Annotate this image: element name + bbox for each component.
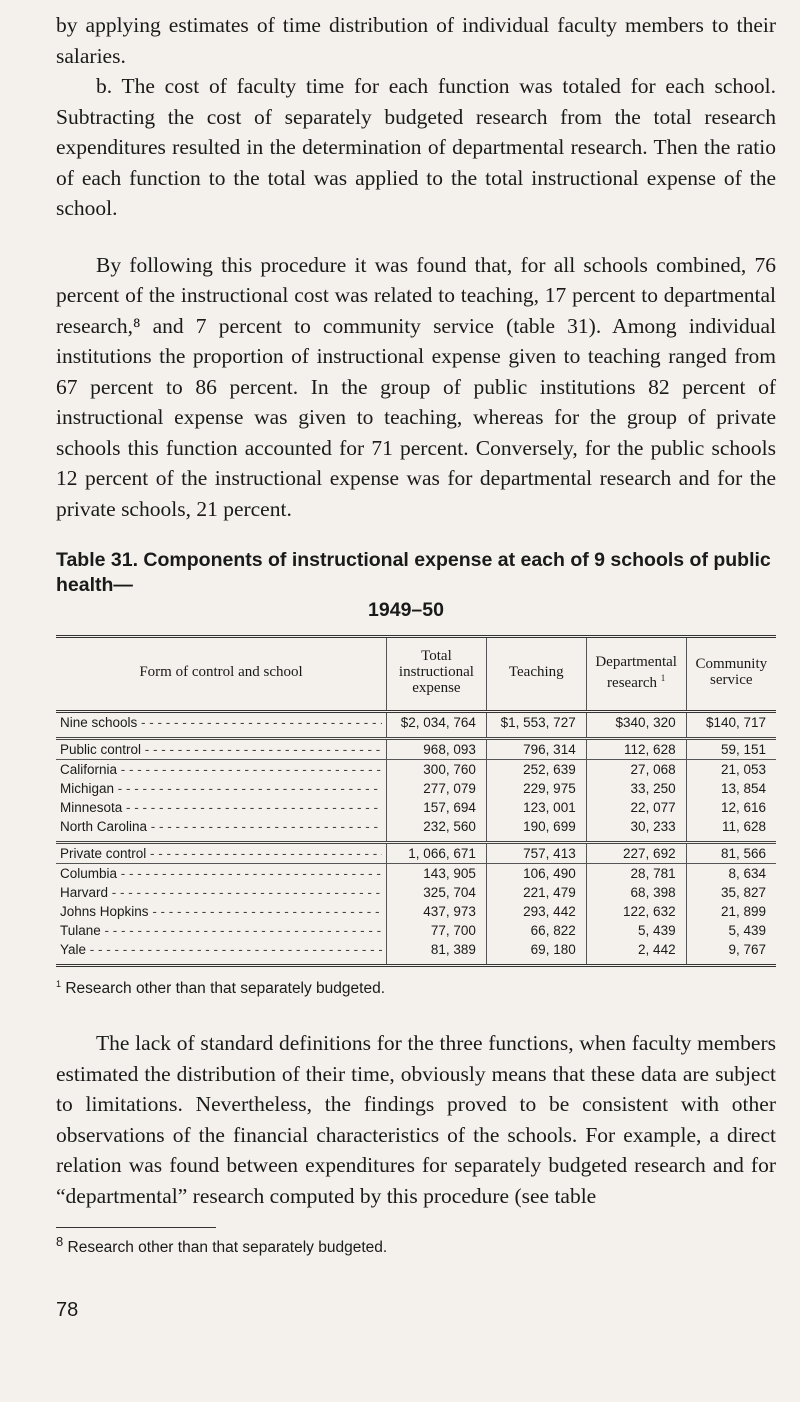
cell-research: 33, 250	[586, 779, 686, 798]
cell-community: 9, 767	[686, 940, 776, 966]
header-school: Form of control and school	[56, 637, 387, 712]
table-title-line2: 1949–50	[368, 599, 444, 621]
table-title-line1: Table 31. Components of instructional expense at each of 9 schools of public health—	[56, 549, 771, 596]
cell-community: 81, 566	[686, 843, 776, 864]
header-teaching: Teaching	[486, 637, 586, 712]
paragraph-limitations-text: The lack of standard definitions for the three functions, when faculty members estimated the distribution of their time, obviously means that these data are subject to limitations. Nevertheless, the findings proved to be consistent with other observations of the financial characteristics of the schools. For example, a direct relation was found between expenditures for separately budgeted research and for “departmental” research computed by this procedure (see table	[56, 1031, 776, 1208]
table-row	[56, 779, 776, 798]
cell-community: $140, 717	[686, 712, 776, 739]
row-label: Yale - - -	[56, 940, 387, 966]
paragraph-summary	[56, 250, 776, 525]
header-research: Departmental research $^1$	[586, 637, 686, 712]
header-community: Community service	[686, 637, 776, 712]
table-row	[56, 940, 776, 966]
cell-total: 325, 704	[387, 883, 487, 902]
cell-community: 21, 053	[686, 760, 776, 780]
table-row	[56, 798, 776, 817]
cell-teaching: 796, 314	[486, 739, 586, 760]
cell-research: 112, 628	[586, 739, 686, 760]
cell-total: 81, 389	[387, 940, 487, 966]
cell-research: 30, 233	[586, 817, 686, 843]
header-total: Total instructional expense	[387, 637, 487, 712]
row-label: Private control - - -	[56, 843, 387, 864]
cell-teaching: 190, 699	[486, 817, 586, 843]
cell-community: 21, 899	[686, 902, 776, 921]
table-row	[56, 712, 776, 739]
cell-teaching: 66, 822	[486, 921, 586, 940]
paragraph-summary-text: By following this procedure it was found that, for all schools combined, 76 percent of the instructional cost was related to teaching, 17 percent to departmental research,⁸ and 7 percent to community service (table 31). Among individual institutions the proportion of instructional expense given to teaching ranged from 67 percent to 86 percent. In the group of public institutions 82 percent of instructional expense was given to teaching, whereas for the group of private schools this function accounted for 71 percent. Conversely, for the public schools 12 percent of the instructional expense was for departmental research and for the private schools, 21 percent.	[56, 252, 776, 521]
cell-total: 300, 760	[387, 760, 487, 780]
row-label: North Carolina - - -	[56, 817, 387, 843]
cell-research: 28, 781	[586, 864, 686, 884]
row-label: California - - -	[56, 760, 387, 780]
row-label: Nine schools - - -	[56, 712, 387, 739]
table-row	[56, 843, 776, 864]
table-footnote: $^1$ Research other than that separately budgeted.	[56, 979, 386, 998]
row-label: Columbia - - -	[56, 864, 387, 884]
table-row	[56, 864, 776, 884]
table-row	[56, 883, 776, 902]
components-table	[56, 635, 776, 967]
paragraph-b	[56, 71, 776, 224]
cell-teaching: 69, 180	[486, 940, 586, 966]
table-row	[56, 817, 776, 843]
page-number: 78	[56, 1299, 79, 1322]
cell-teaching: 293, 442	[486, 902, 586, 921]
table-body	[56, 712, 776, 966]
row-label: Tulane - - -	[56, 921, 387, 940]
cell-research: 227, 692	[586, 843, 686, 864]
cell-community: 8, 634	[686, 864, 776, 884]
table-title	[56, 548, 776, 623]
cell-community: 11, 628	[686, 817, 776, 843]
cell-total: 1, 066, 671	[387, 843, 487, 864]
row-label: Michigan - - -	[56, 779, 387, 798]
cell-teaching: 229, 975	[486, 779, 586, 798]
cell-total: $2, 034, 764	[387, 712, 487, 739]
cell-total: 232, 560	[387, 817, 487, 843]
cell-research: 22, 077	[586, 798, 686, 817]
cell-teaching: 252, 639	[486, 760, 586, 780]
cell-total: 437, 973	[387, 902, 487, 921]
cell-teaching: $1, 553, 727	[486, 712, 586, 739]
cell-research: 122, 632	[586, 902, 686, 921]
row-label: Public control - - -	[56, 739, 387, 760]
cell-research: 68, 398	[586, 883, 686, 902]
cell-research: $340, 320	[586, 712, 686, 739]
table-header-row	[56, 637, 776, 712]
cell-community: 35, 827	[686, 883, 776, 902]
cell-total: 277, 079	[387, 779, 487, 798]
cell-research: 2, 442	[586, 940, 686, 966]
table-row	[56, 739, 776, 760]
paragraph-b-text: b. The cost of faculty time for each function was totaled for each school. Subtracting the cost of separately budgeted research from the total research expenditures resulted in the determination of departmental research. Then the ratio of each function to the total was applied to the total instructional expense of the school.	[56, 74, 776, 220]
cell-community: 59, 151	[686, 739, 776, 760]
cell-total: 968, 093	[387, 739, 487, 760]
table-row	[56, 760, 776, 780]
cell-teaching: 757, 413	[486, 843, 586, 864]
cell-total: 143, 905	[387, 864, 487, 884]
footnote-divider	[56, 1227, 216, 1228]
table-row	[56, 902, 776, 921]
cell-community: 12, 616	[686, 798, 776, 817]
cell-teaching: 221, 479	[486, 883, 586, 902]
cell-community: 13, 854	[686, 779, 776, 798]
cell-community: 5, 439	[686, 921, 776, 940]
row-label: Minnesota - - -	[56, 798, 387, 817]
cell-total: 157, 694	[387, 798, 487, 817]
document-page	[56, 10, 776, 1322]
row-label: Johns Hopkins - - -	[56, 902, 387, 921]
page-footnote: $^8$ Research other than that separately budgeted.	[56, 1234, 388, 1257]
row-label: Harvard - - -	[56, 883, 387, 902]
paragraph-limitations	[56, 1028, 776, 1211]
cell-total: 77, 700	[387, 921, 487, 940]
paragraph-continuation: by applying estimates of time distribution of individual faculty members to their salaries.	[56, 13, 776, 68]
cell-teaching: 106, 490	[486, 864, 586, 884]
table-row	[56, 921, 776, 940]
cell-research: 5, 439	[586, 921, 686, 940]
cell-teaching: 123, 001	[486, 798, 586, 817]
cell-research: 27, 068	[586, 760, 686, 780]
